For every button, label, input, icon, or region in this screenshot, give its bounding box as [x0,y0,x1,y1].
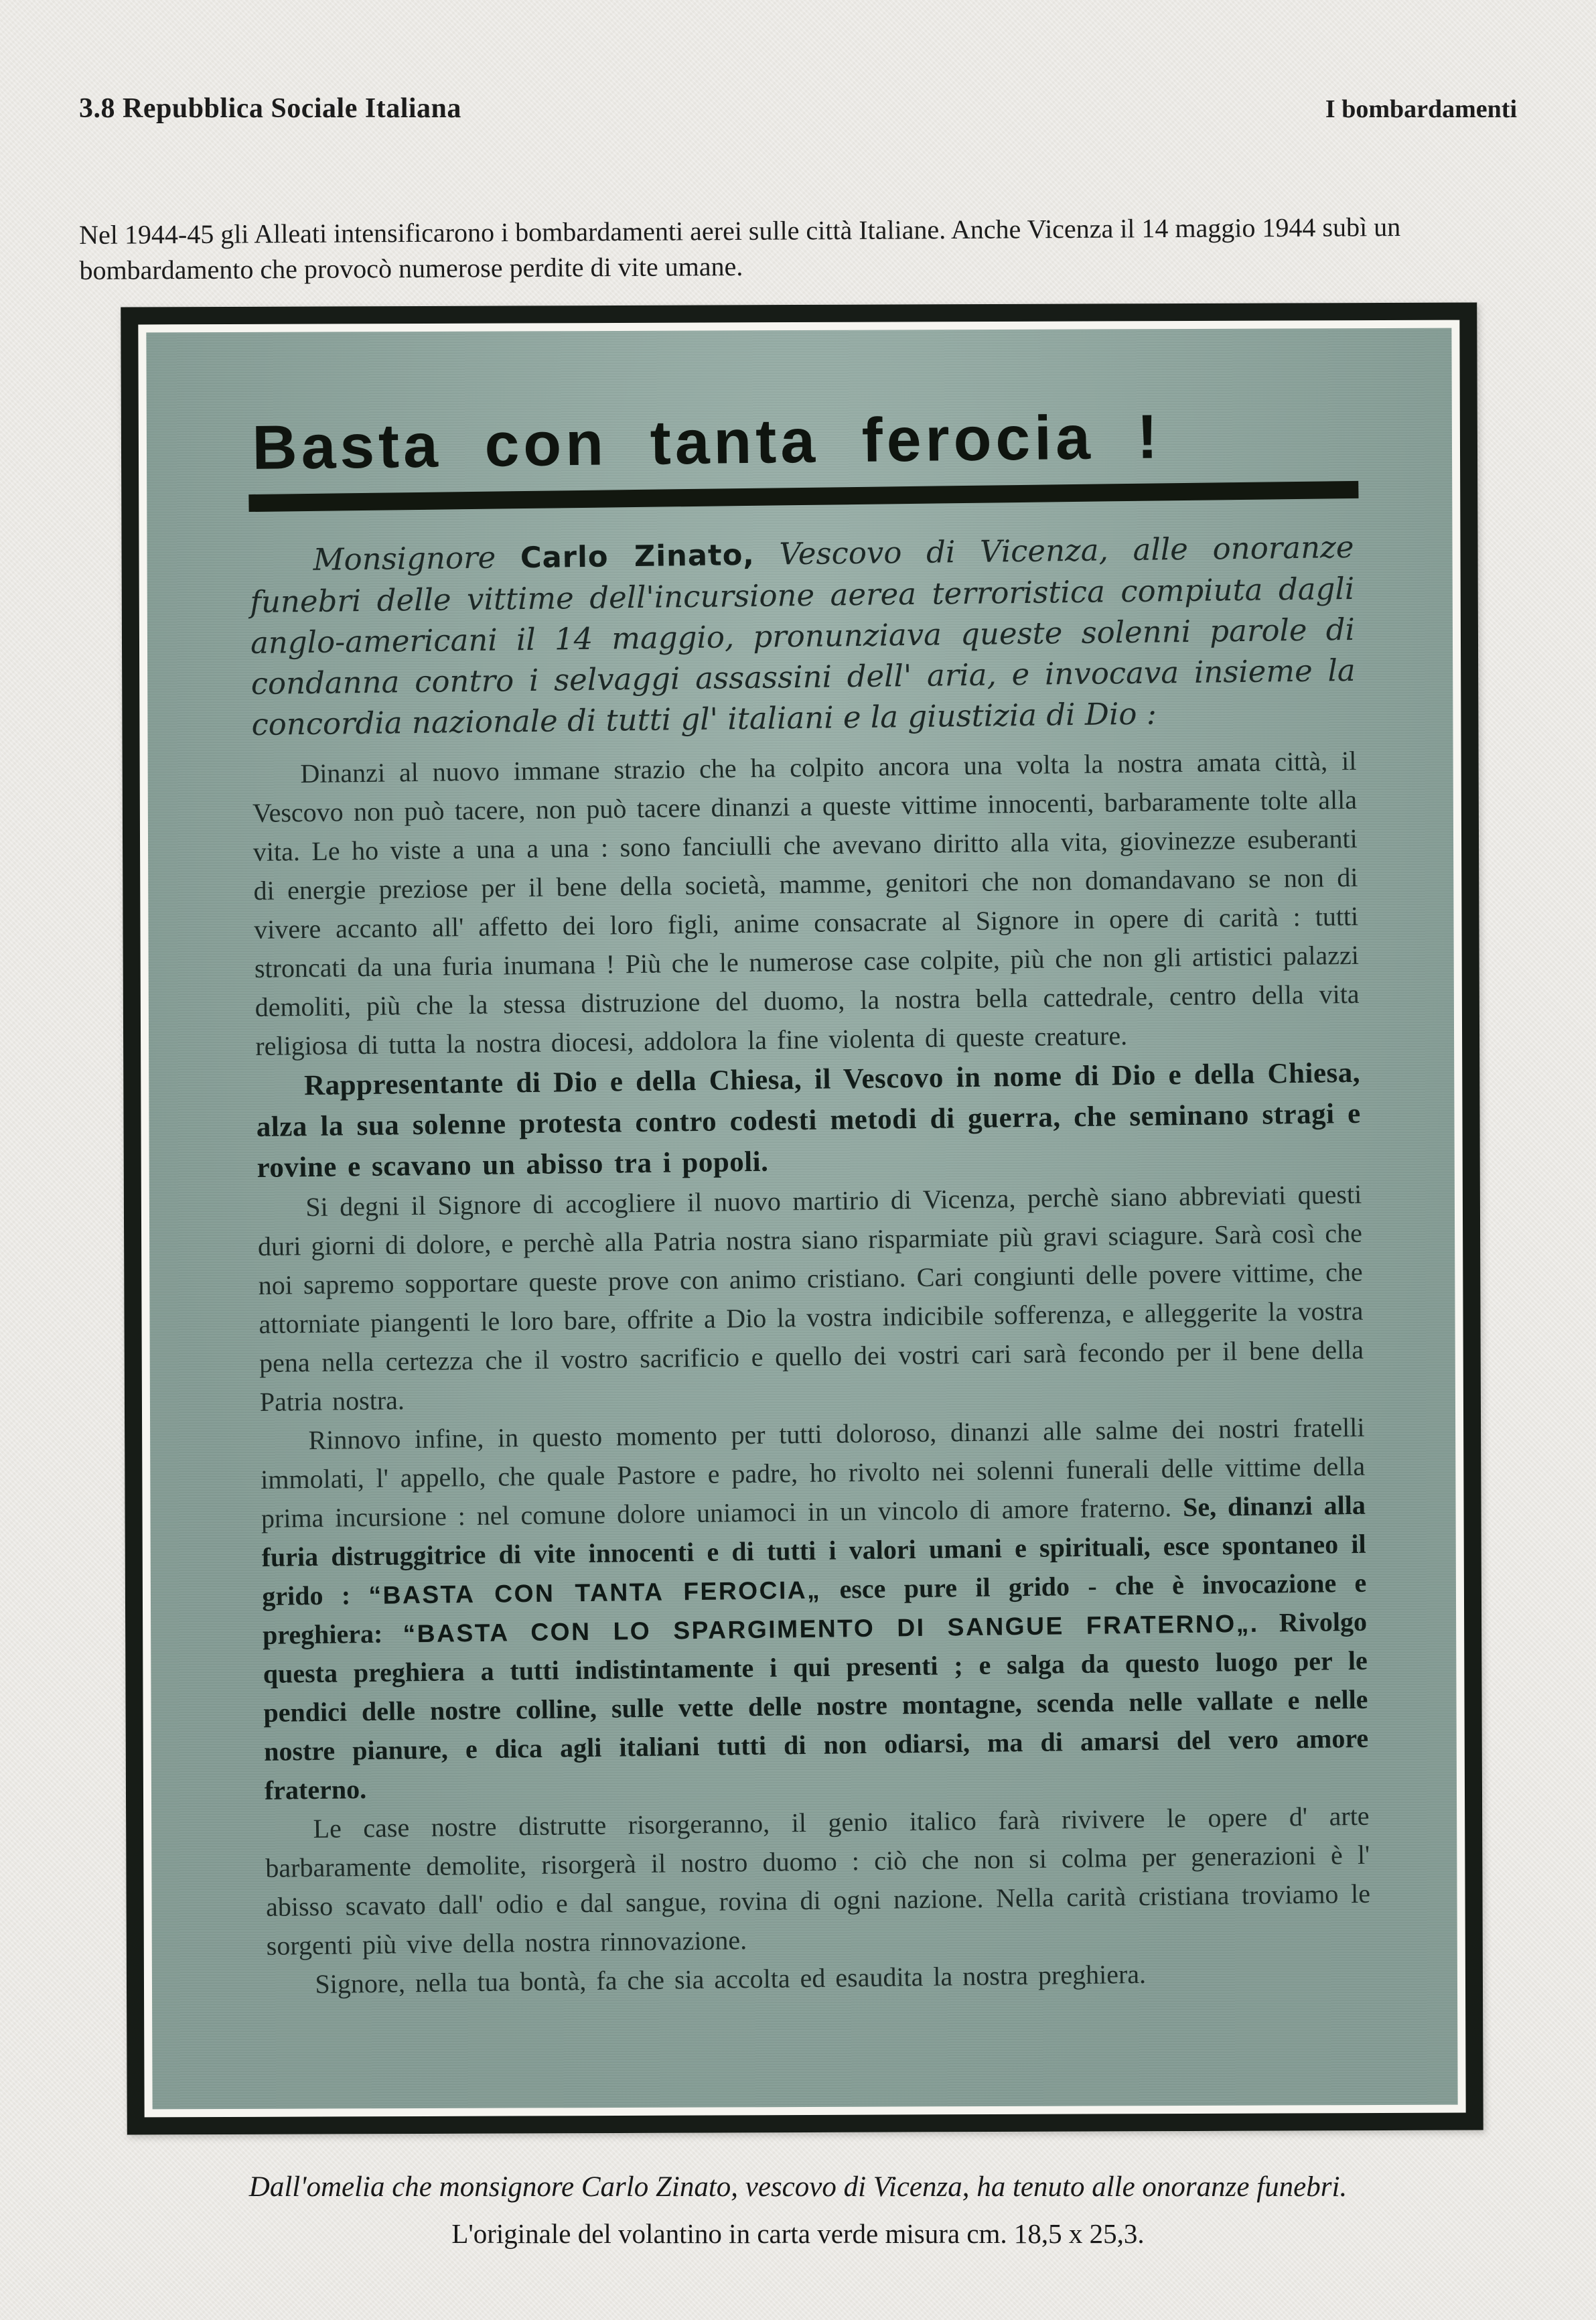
section-title: 3.8 Repubblica Sociale Italiana [79,93,461,124]
leaflet-paragraph-6: Signore, nella tua bontà, fa che sia accolta ed esaudita la nostra preghiera. [315,1958,1147,1999]
paragraph-4-normal: Rinnovo infine, in questo momento per tutti doloroso, dinanzi alle salme dei nostri fratelli immolati, l' appello, che quale Pastore e padre, ho rivolto nei solenni funerali delle vittime della prima incursione : nel comune dolore uniamoci in un vincolo di amore fraterno. [260,1412,1366,1533]
section-subtitle: I bombardamenti [1325,95,1517,123]
leaflet-paragraph-3: Si degni il Signore di accogliere il nuovo martirio di Vicenza, perchè siano abbreviati questi duri giorni di dolore, e perchè alla Patria nostra siano risparmiate più gravi sciagure. Sarà così che noi sapremo sopportare queste prove con animo cristiano. Cari congiunti delle povere vittime, che attorniate piangenti le loro bare, offrite a Dio la vostra indicibile sofferenza, e alleggerite la vostra pena nella certezza che il vostro sacrificio e quello dei vostri cari sarà fecondo per il bene della Patria nostra. [257,1178,1364,1417]
paragraph-4-bold-mid: esce pure il grido - che è invocazione e preghiera: [262,1567,1367,1650]
leaflet-title: Basta con tanta ferocia ! [251,401,1163,482]
page-intro-text: Nel 1944-45 gli Alleati intensificarono i bombardamenti aerei sulle città Italiane. Anche Vicenza il 14 maggio 1944 subì un bombardamento che provocò numerose perdite di vite umane. [79,211,1401,286]
title-underline-bar [248,481,1358,512]
caption-italic-line: Dall'omelia che monsignore Carlo Zinato, vescovo di Vicenza, ha tenuto alle onoranze funebri. [248,2171,1348,2203]
slogan-basta-ferocia: “BASTA CON TANTA FEROCIA„ [368,1575,822,1609]
slogan-sangue-fraterno: “BASTA CON LO SPARGIMENTO DI SANGUE FRATERNO„. [403,1609,1259,1648]
leaflet-paragraph-5: Le case nostre distrutte risorgeranno, il genio italico farà rivivere le opere d' arte barbaramente demolite, risorgerà il nostro duomo : ciò che non si colma per generazioni è l' abisso scavato dall' odio e dal sangue, rovina di ogni nazione. Nella carità cristiana troviamo le sorgenti più vive della nostra rinnovazione. [265,1800,1371,1961]
leaflet-frame [121,302,1483,2134]
leaflet-paragraph-4 [260,1408,1369,1810]
leaflet-paragraph-2-bold: Rappresentante di Dio e della Chiesa, il Vescovo in nome di Dio e della Chiesa, alza la sua solenne protesta contro codesti metodi di guerra, che seminano stragi e rovine e scavano un abisso tra i popoli. [256,1056,1362,1184]
leaflet-paper [146,328,1457,2110]
paragraph-4-bold-lead: Se, dinanzi alla furia distruggitrice di vite innocenti e di tutti i valori umani e spirituali, esce spontaneo il grido : [261,1489,1366,1611]
caption-size-line: L'originale del volantino in carta verde misura cm. 18,5 x 25,3. [451,2218,1145,2249]
lead-text-end: Vescovo di Vicenza, alle onoranze funebri delle vittime dell'incursione aerea terroristica compiuta dagli anglo-americani il 14 maggio, pronunziava queste solenni parole di condanna contro i selvaggi assassini dell' aria, e invocava insieme la concordia nazionale di tutti gl' italiani e la giustizia di Dio : [249,529,1356,743]
bishop-name: Carlo Zinato, [520,538,755,575]
leaflet-content [246,328,1371,2004]
leaflet-paragraph-1: Dinanzi al nuovo immane strazio che ha colpito ancora una volta la nostra amata città, il Vescovo non può tacere, non può tacere dinanzi a queste vittime innocenti, barbaramente tolte alla vita. Le ho viste a una a una : sono fanciulli che avevano diritto alla vita, giovinezze esuberanti di energie preziose per il bene della società, mamme, genitori che non domandavano se non di vivere accanto all' affetto dei loro figli, anime consacrate al Signore in opere di carità : tutti stroncati da una furia inumana ! Più che le numerose case colpite, più che non gli artistici palazzi demoliti, più che la stessa distruzione del duomo, la nostra bella cattedrale, centro della vita religiosa di tutta la nostra diocesi, addolora la fine violenta di queste creature. [252,745,1360,1061]
leaflet-lead-paragraph [249,527,1356,746]
lead-text-start: Monsignore [313,539,521,577]
page-header [79,92,1517,125]
paragraph-4-bold-end: Rivolgo questa preghiera a tutti indistintamente i qui presenti ; e salga da questo luogo per le pendici delle nostre colline, sulle vette delle nostre montagne, scenda nelle vallate e nelle nostre pianure, e dica agli italiani tutti di non odiarsi, ma di amarsi del vero amore fraterno. [263,1606,1369,1805]
